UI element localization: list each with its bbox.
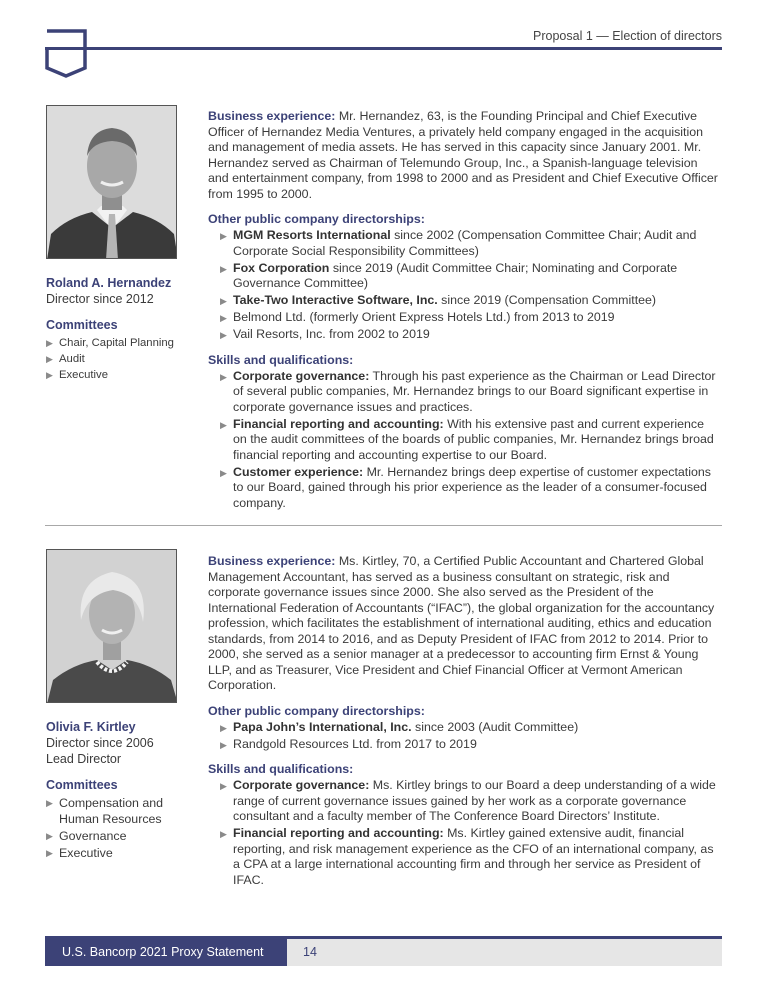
triangle-bullet-icon: ▶ [220, 419, 227, 430]
triangle-bullet-icon: ▶ [220, 722, 227, 733]
skills-list [208, 778, 720, 888]
triangle-bullet-icon: ▶ [220, 231, 227, 241]
triangle-bullet-icon: ▶ [220, 739, 227, 750]
list-item: ▶ Chair, Capital Planning [46, 337, 174, 349]
triangle-bullet-icon: ▶ [46, 354, 53, 364]
director-since: Director since 2012 [46, 292, 154, 306]
header-title: Proposal 1 — Election of directors [533, 29, 722, 43]
list-item: ▶ Fox Corporation since 2019 (Audit Committee Chair; Nominating and Corporate Governance Committee) [220, 260, 678, 290]
directorships-list [208, 228, 720, 343]
page-footer [45, 936, 722, 966]
list-item: ▶ Governance [46, 829, 127, 843]
triangle-bullet-icon: ▶ [220, 467, 227, 478]
list-item: ▶ Randgold Resources Ltd. from 2017 to 2019 [208, 737, 720, 753]
directorships-list [208, 720, 720, 753]
page-number: 14 [303, 945, 317, 959]
list-item: ▶ Vail Resorts, Inc. from 2002 to 2019 [208, 327, 720, 343]
director-name: Olivia F. Kirtley [46, 720, 136, 734]
triangle-bullet-icon: ▶ [220, 371, 227, 382]
director-name: Roland A. Hernandez [46, 276, 172, 290]
triangle-bullet-icon: ▶ [46, 798, 53, 808]
director-details [208, 109, 720, 513]
committees-list [46, 795, 196, 861]
committees-heading: Committees [46, 318, 118, 332]
list-item: ▶ Executive [46, 846, 113, 860]
list-item: ▶ Belmond Ltd. (formerly Orient Express Hotels Ltd.) from 2013 to 2019 [208, 310, 720, 326]
director-photo [46, 105, 177, 259]
list-item: ▶ Customer experience: Mr. Hernandez brings deep expertise of customer expectations to our Board, gained through his prior experience as the leader of a consumer-focused company. [220, 464, 711, 510]
header-rule [45, 47, 722, 50]
triangle-bullet-icon: ▶ [220, 829, 227, 839]
triangle-bullet-icon: ▶ [220, 330, 227, 340]
triangle-bullet-icon: ▶ [220, 296, 227, 306]
triangle-bullet-icon: ▶ [46, 370, 53, 380]
triangle-bullet-icon: ▶ [220, 263, 227, 274]
director-role: Lead Director [46, 752, 122, 766]
director-since: Director since 2006 [46, 736, 154, 750]
triangle-bullet-icon: ▶ [46, 338, 53, 348]
skills-heading: Skills and qualifications: [208, 762, 354, 776]
list-item: ▶ Corporate governance: Through his past experience as the Chairman or Lead Director of several public companies, Mr. Hernandez brings to our Board significant expertise in corporate governance issues and practices. [220, 368, 716, 414]
director-details [208, 554, 720, 890]
triangle-bullet-icon: ▶ [220, 313, 227, 323]
triangle-bullet-icon: ▶ [46, 831, 53, 841]
business-experience: Business experience: Mr. Hernandez, 63, is the Founding Principal and Chief Executive Officer of Hernandez Media Ventures, a privately held company engaged in the acquisition and management of media assets. He has served in this capacity since January 2001. Mr. Hernandez served as Chairman of Telemundo Group, Inc., a Spanish-language television and entertainment company, from 1998 to 2000 and as President and Chief Executive Officer from 1995 to 2000. [208, 109, 718, 201]
list-item: ▶ Papa John’s International, Inc. since 2003 (Audit Committee) [208, 720, 720, 736]
list-item: ▶ Financial reporting and accounting: With his extensive past and current experience on the audit committees of the boards of public companies, Mr. Hernandez brings broad financial reporting and accounting expertise to our Board. [220, 416, 714, 462]
committees-list [46, 335, 196, 383]
section-divider [45, 525, 722, 526]
list-item: ▶ Take-Two Interactive Software, Inc. since 2019 (Compensation Committee) [208, 293, 720, 309]
list-item: ▶ Corporate governance: Ms. Kirtley brings to our Board a deep understanding of a wide range of current governance issues gained by her work as a corporate governance consultant and a faculty member of The Conference Board Directors’ Institute. [220, 778, 716, 823]
triangle-bullet-icon: ▶ [220, 781, 227, 791]
list-item: ▶ MGM Resorts International since 2002 (Compensation Committee Chair; Audit and Corporate Social Responsibility Committees) [220, 228, 697, 258]
skills-heading: Skills and qualifications: [208, 352, 354, 367]
list-item: ▶ Financial reporting and accounting: Ms. Kirtley gained extensive audit, financial reporting, and risk management experience as the CFO of an international company, as a CPA at a large international accounting firm and through her service as President of IFAC. [220, 826, 714, 887]
list-item: ▶ Compensation and Human Resources [46, 796, 164, 826]
triangle-bullet-icon: ▶ [46, 848, 53, 858]
bank-shield-logo [45, 26, 87, 78]
skills-list [208, 369, 720, 512]
director-sidebar [46, 275, 196, 383]
list-item: ▶ Executive [46, 369, 108, 381]
footer-title: U.S. Bancorp 2021 Proxy Statement [45, 939, 287, 966]
list-item: ▶ Audit [46, 353, 85, 365]
business-experience: Business experience: Ms. Kirtley, 70, a Certified Public Accountant and Chartered Global Management Accountant, has served as a business consultant on strategic, risk and corporate governance issues since 2000. She also served as the President of the International Federation of Accountants (“IFAC”), the global organization for the accountancy profession, which facilitates the establishment of international auditing, ethics and education standards, from 2014 to 2016, and as Deputy President of IFAC from 2012 to 2014. Prior to 2000, she served as a senior manager at a predecessor to accounting firm Ernst & Young LLP, and as Treasurer, Vice President and Chief Financial Officer at Vermont American Corporation. [208, 554, 715, 692]
committees-heading: Committees [46, 778, 118, 792]
director-photo [46, 549, 177, 703]
director-sidebar [46, 719, 196, 861]
directorships-heading: Other public company directorships: [208, 703, 425, 718]
directorships-heading: Other public company directorships: [208, 212, 425, 226]
